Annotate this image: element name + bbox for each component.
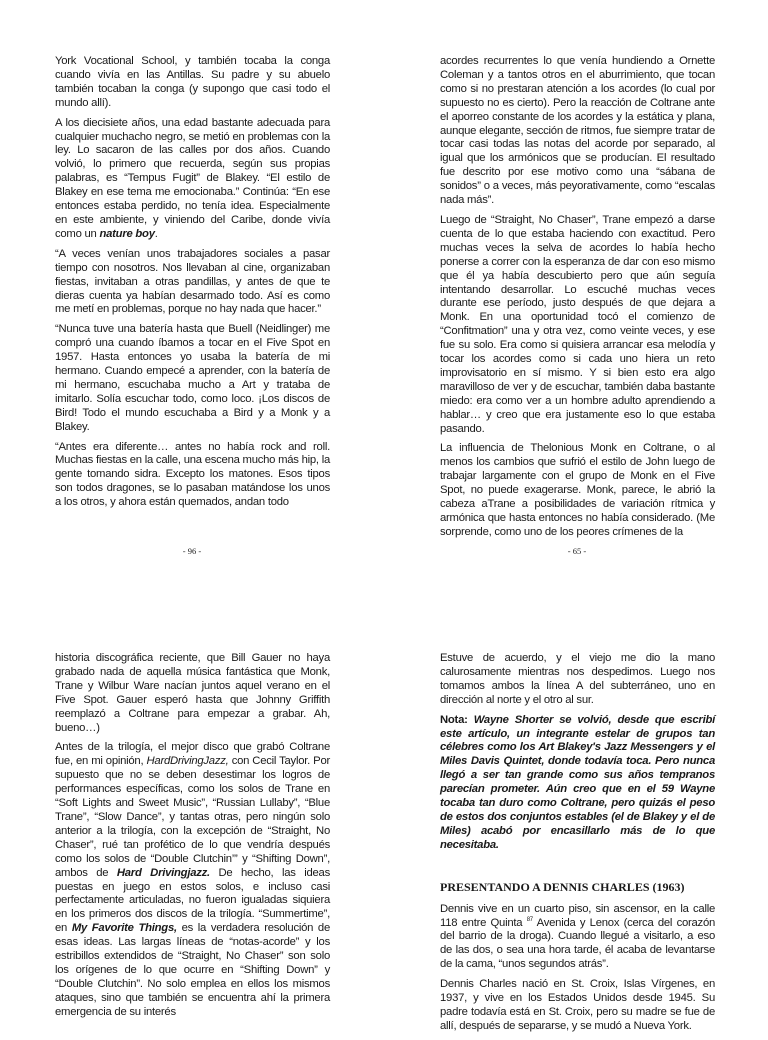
paragraph: Antes de la trilogía, el mejor disco que grabó Coltrane fue, en mi opinión, HardDrivingJazz, con Cecil Taylor. Por supuesto que no se deben desestimar los logros de performances específicas, como los solos de Trane en “Soft Lights and Sweet Music”, “Russian Lullaby”, “Blue Trane”, “Slow Dance”, y tantas otras, pero ningún solo anterior a la trilogía, con la excepción de “Straight, No Chaser”, rué tan profético de lo que vendría después como los solos de “Double Clutchin’” y “Shifting Down”, ambos de Hard Drivingjazz. De hecho, las ideas puestas en juego en estos solos, e incluso casi perfectamente articuladas, no fueron igualadas siquiera en los primeros dos discos de la trilogía. “Summertime”, en My Favorite Things, es la verdadera resolución de esas ideas. Las largas líneas de “notas-acorde” y los estribillos extendidos de “Straight, No Chaser” son solo los orígenes de lo que ocurre en “Shifting Down” y “Double Clutchin”. No solo emplea en ellos los mismos ataques, sino que también se encuentra ahí la primera emergencia de su interés xyxy=(55,741,330,1018)
page-number: - 65 - xyxy=(567,546,587,556)
nature-boy-emphasis: nature boy xyxy=(99,227,155,240)
bottom-left-page-text xyxy=(55,652,330,1026)
paragraph: A los diecisiete años, una edad bastante adecuada para cualquier muchacho negro, se metió en problemas con la ley. Lo sacaron de las calles por dos años. Cuando volvió, lo primero que recuerda, según sus propias palabras, es “Tempus Fugit” de Blakey. “El estilo de Blakey en ese tema me emocionaba.” Continúa: “En ese entonces estaba perdido, no tenía idea. Especialmente en este ambiente, y viniendo del Caribe, donde vivía como un nature boy. xyxy=(55,116,330,240)
page-96-text xyxy=(55,55,330,516)
paragraph: Dennis vive en un cuarto piso, sin ascensor, en la calle 118 entre Quinta $^{87}$ Avenida y Lenox (cerca del corazón del barrio de la droga). Cuando llegué a visitarlo, a eso de las dos, o sea una hora tarde, él acaba de levantarse de la cama, “unos segundos atrás”. xyxy=(440,902,716,971)
bottom-right-page-text xyxy=(440,652,715,1040)
paragraph: “Nunca tuve una batería hasta que Buell (Neidlinger) me compró una cuando íbamos a tocar en el Five Spot en 1957. Hasta entonces yo usaba la batería de mi hermano. Cuando empecé a aprender, con la batería de mi hermano, escuchaba mucho a Art y trataba de imitarlo. Solía escuchar todo, como loco. ¡Los discos de Bird! Todo el mundo escuchaba a Bird y a Monk y a Blakey. xyxy=(55,323,330,433)
page-65-text xyxy=(440,55,715,546)
paragraph: La influencia de Thelonious Monk en Coltrane, o al menos los cambios que sufrió el estilo de John luego de trabajar largamente con el grupo de Monk en el Five Spot, no puede exagerarse. Monk, parece, le abrió la cabeza aTrane a posibilidades de variación rítmica y armónica que hasta entonces no había considerado. (Me sorprende, como uno de los peores crímenes de la xyxy=(440,442,715,538)
paragraph: “A veces venían unos trabajadores sociales a pasar tiempo con nosotros. Nos llevaban al cine, organizaban fiestas, invitaban a otras pandillas, y antes de que te dieras cuenta ya habían desarmado todo. Así es como me metí en problemas, porque no hay nada que hacer.” xyxy=(55,247,330,316)
section-heading: PRESENTANDO A DENNIS CHARLES (1963) xyxy=(440,879,685,894)
footnote-marker: 87 xyxy=(526,916,533,923)
album-title: My Favorite Things, xyxy=(71,922,177,935)
paragraph: York Vocational School, y también tocaba la conga cuando vivía en las Antillas. Su padre y su abuelo también tocaban la conga (y supongo que casi todo el mundo allí). xyxy=(55,55,330,109)
album-title: HardDrivingJazz, xyxy=(146,755,229,768)
paragraph: acordes recurrentes lo que venía hundiendo a Ornette Coleman y a tantos otros en el aburrimiento, que tocan como si no prestaran atención a los acordes (lo cual por supuesto no es cierto). Pero la reacción de Coltrane ante el aporreo constante de los acordes y la estática y plana, aunque elegante, sección de ritmos, fue siempre tratar de tocar casi todas las notas del acorde por separado, al igual que los armónicos que se producían. El resultado fue descrito por ese motivo como una “sábana de sonidos” o a veces, más peyorativamente, como “escalas nada más”. xyxy=(440,55,715,207)
note-label: Nota: xyxy=(440,713,468,726)
paragraph: Luego de “Straight, No Chaser”, Trane empezó a darse cuenta de lo que estaba haciendo con exactitud. Pero muchas veces la selva de acordes lo había hecho ponerse a correr con la esperanza de dar con eso mismo que él ya había descubierto pero que aún seguía intentando desarrollar. Lo escuché muchas veces durante ese período, justo después de que dejara a Monk. En una oportunidad tocó el comienzo de “Confitmation” una y otra vez, como veinte veces, y ese fue su solo. Era como si quisiera arrancar esa melodía y tocar los acordes como si cada uno hiera un reto improvisatorio en sí mismo. Y si bien esto era algo maravilloso de ver y de escuchar, también daba bastante miedo: era como ver a un hombre adulto aprendiendo a hablar… y creo que era justamente eso lo que estaba pasando. xyxy=(440,213,715,435)
paragraph: “Antes era diferente… antes no había rock and roll. Muchas fiestas en la calle, una escena mucho más hip, la gente tomando sidra. Excepto los matones. Esos tipos son todos dragones, se lo pasaban matándose los unos a los otros, y ahora están quemados, andan todo xyxy=(55,440,330,509)
note xyxy=(440,714,715,853)
note-text: Wayne Shorter se volvió, desde que escribí este artículo, un integrante estelar de grupos tan célebres como los Art Blakey's Jazz Messengers y el Miles Davis Quintet, donde todavía toca. Pero nunca llegó a ser tan grande como sus años tempranos parecían prometer. Aún creo que en el 59 Wayne tocaba tan duro como Coltrane, pero quizás el peso de estos dos conjuntos estables (el de Blakey y el de Miles) acabó por encasillarlo más de lo que necesitaba. xyxy=(440,713,716,851)
album-title: Hard Drivingjazz. xyxy=(116,866,210,879)
paragraph: Dennis Charles nació en St. Croix, Islas Vírgenes, en 1937, y vive en los Estados Unidos desde 1945. Su padre todavía está en St. Croix, pero su madre se fue de allí, después de separarse, y se mudó a Nueva York. xyxy=(440,978,715,1032)
paragraph: historia discográfica reciente, que Bill Gauer no haya grabado nada de aquella música fantástica que Monk, Trane y Wilbur Ware nacían juntos aquel verano en el Five Spot. Gauer esperó hasta que Johnny Griffith reemplazó a Coltrane para empezar a grabar. Ah, bueno…) xyxy=(55,652,330,734)
page-number: - 96 - xyxy=(182,546,202,556)
paragraph: Estuve de acuerdo, y el viejo me dio la mano calurosamente mientras nos despedimos. Luego nos tomamos ambos la línea A del subterráneo, uno en dirección al norte y el otro al sur. xyxy=(440,652,715,706)
